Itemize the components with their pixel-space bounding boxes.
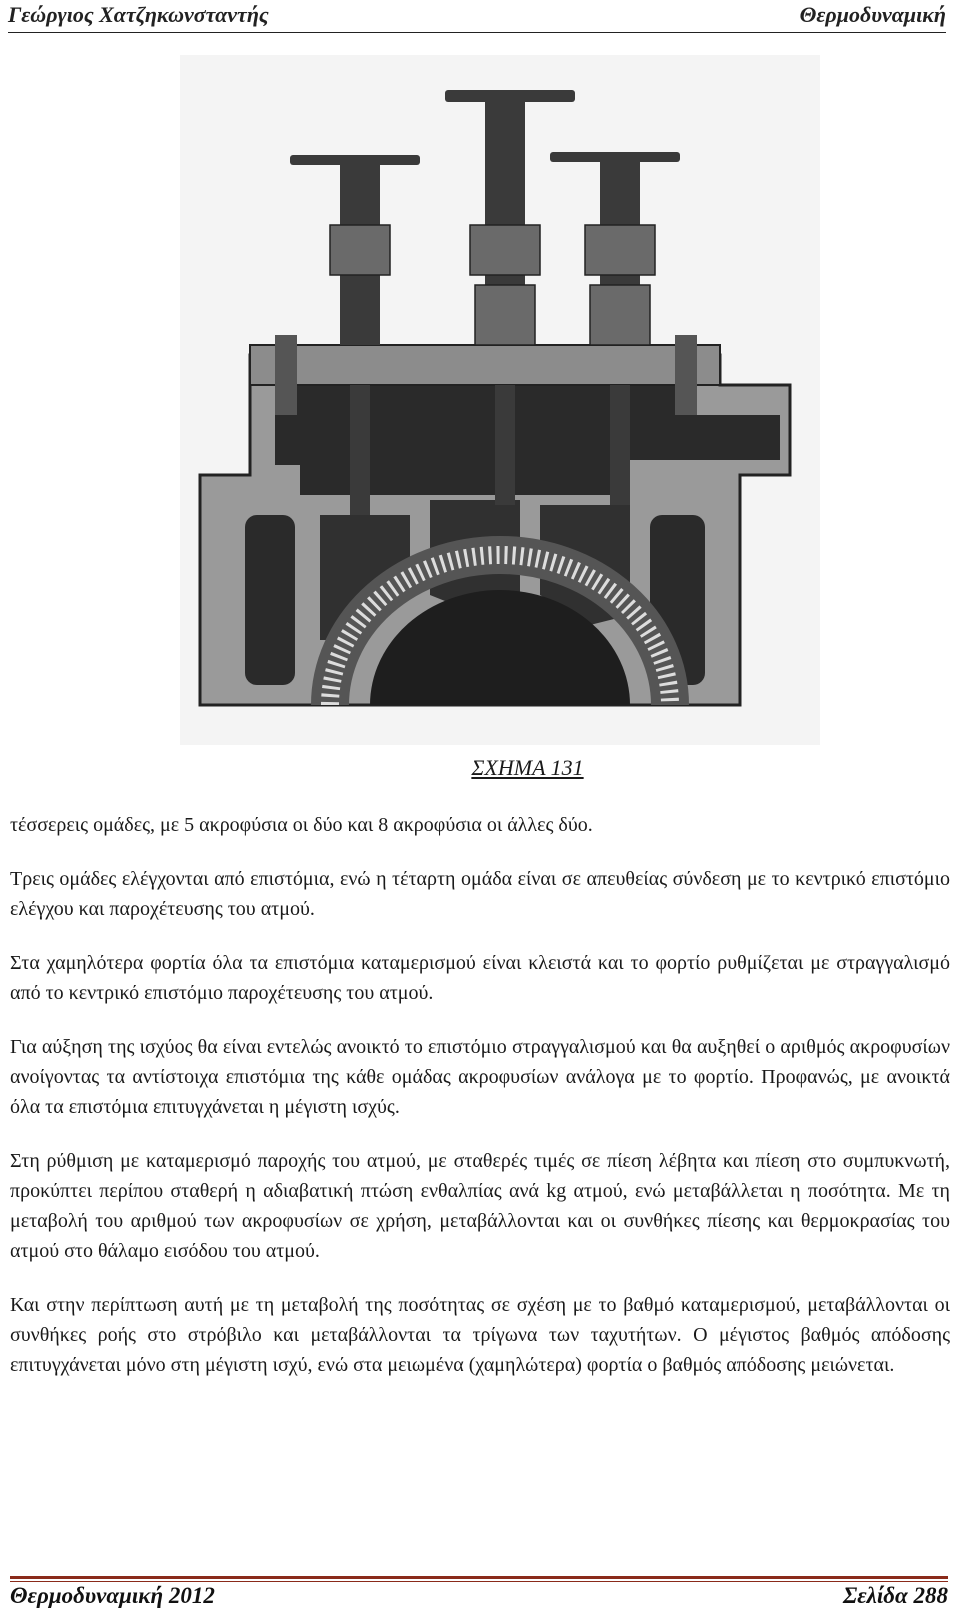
footer-page-number: Σελίδα 288	[842, 1583, 948, 1608]
figure-caption: ΣΧΗΜΑ 131	[471, 755, 584, 780]
valve-chest-figure	[180, 55, 820, 745]
paragraph: Και στην περίπτωση αυτή με τη μεταβολή της ποσότητας σε σχέση με το βαθμό καταμερισμού, μεταβάλλονται οι συνθήκες ροής στο στρόβιλο και μεταβάλλονται τα τρίγωνα των ταχυτήτων. Ο μέγιστος βαθμός απόδοσης επιτυγχάνεται μόνο στη μέγιστη ισχύ, ενώ στα μειωμένα (χαμηλώτερα) φορτία ο βαθμός απόδοσης μειώνεται.	[10, 1294, 950, 1376]
paragraph: Για αύξηση της ισχύος θα είναι εντελώς ανοικτό το επιστόμιο στραγγαλισμού και θα αυξηθεί ο αριθμός ακροφυσίων ανοίγοντας τα αντίστοιχα επιστόμια της κάθε ομάδας ακροφυσίων ανάλογα με το φορτίο. Προφανώς, με ανοικτά όλα τα επιστόμια επιτυγχάνεται η μέγιστη ισχύς.	[10, 1036, 950, 1118]
page-body	[10, 810, 950, 1404]
paragraph: τέσσερεις ομάδες, με 5 ακροφύσια οι δύο και 8 ακροφύσια οι άλλες δύο.	[10, 814, 593, 836]
paragraph: Στη ρύθμιση με καταμερισμό παροχής του ατμού, με σταθερές τιμές σε πίεση λέβητα και πίεση στο συμπυκνωτή, προκύπτει περίπου σταθερή η αδιαβατική πτώση ενθαλπίας ανά kg ατμού, ενώ μεταβάλλεται η ποσότητα. Με τη μεταβολή του αριθμού των ακροφυσίων σε χρήση, μεταβάλλονται και οι συνθήκες πίεσης και θερμοκρασίας του ατμού στο θάλαμο εισόδου του ατμού.	[10, 1150, 950, 1262]
paragraph: Στα χαμηλότερα φορτία όλα τα επιστόμια καταμερισμού είναι κλειστά και το φορτίο ρυθμίζεται με στραγγαλισμό από το κεντρικό επιστόμιο παροχέτευσης του ατμού.	[10, 952, 950, 1004]
header-subject: Θερμοδυναμική	[799, 2, 946, 27]
footer-rule	[10, 1576, 948, 1579]
paragraph: Τρεις ομάδες ελέγχονται από επιστόμια, ενώ η τέταρτη ομάδα είναι σε απευθείας σύνδεση με το κεντρικό επιστόμιο ελέγχου και παροχέτευσης του ατμού.	[10, 868, 950, 920]
footer-book-title: Θερμοδυναμική 2012	[10, 1583, 215, 1608]
header-author: Γεώργιος Χατζηκωνσταντής	[8, 2, 269, 27]
footer-rule-thin	[10, 1581, 948, 1582]
page-header	[8, 0, 946, 33]
